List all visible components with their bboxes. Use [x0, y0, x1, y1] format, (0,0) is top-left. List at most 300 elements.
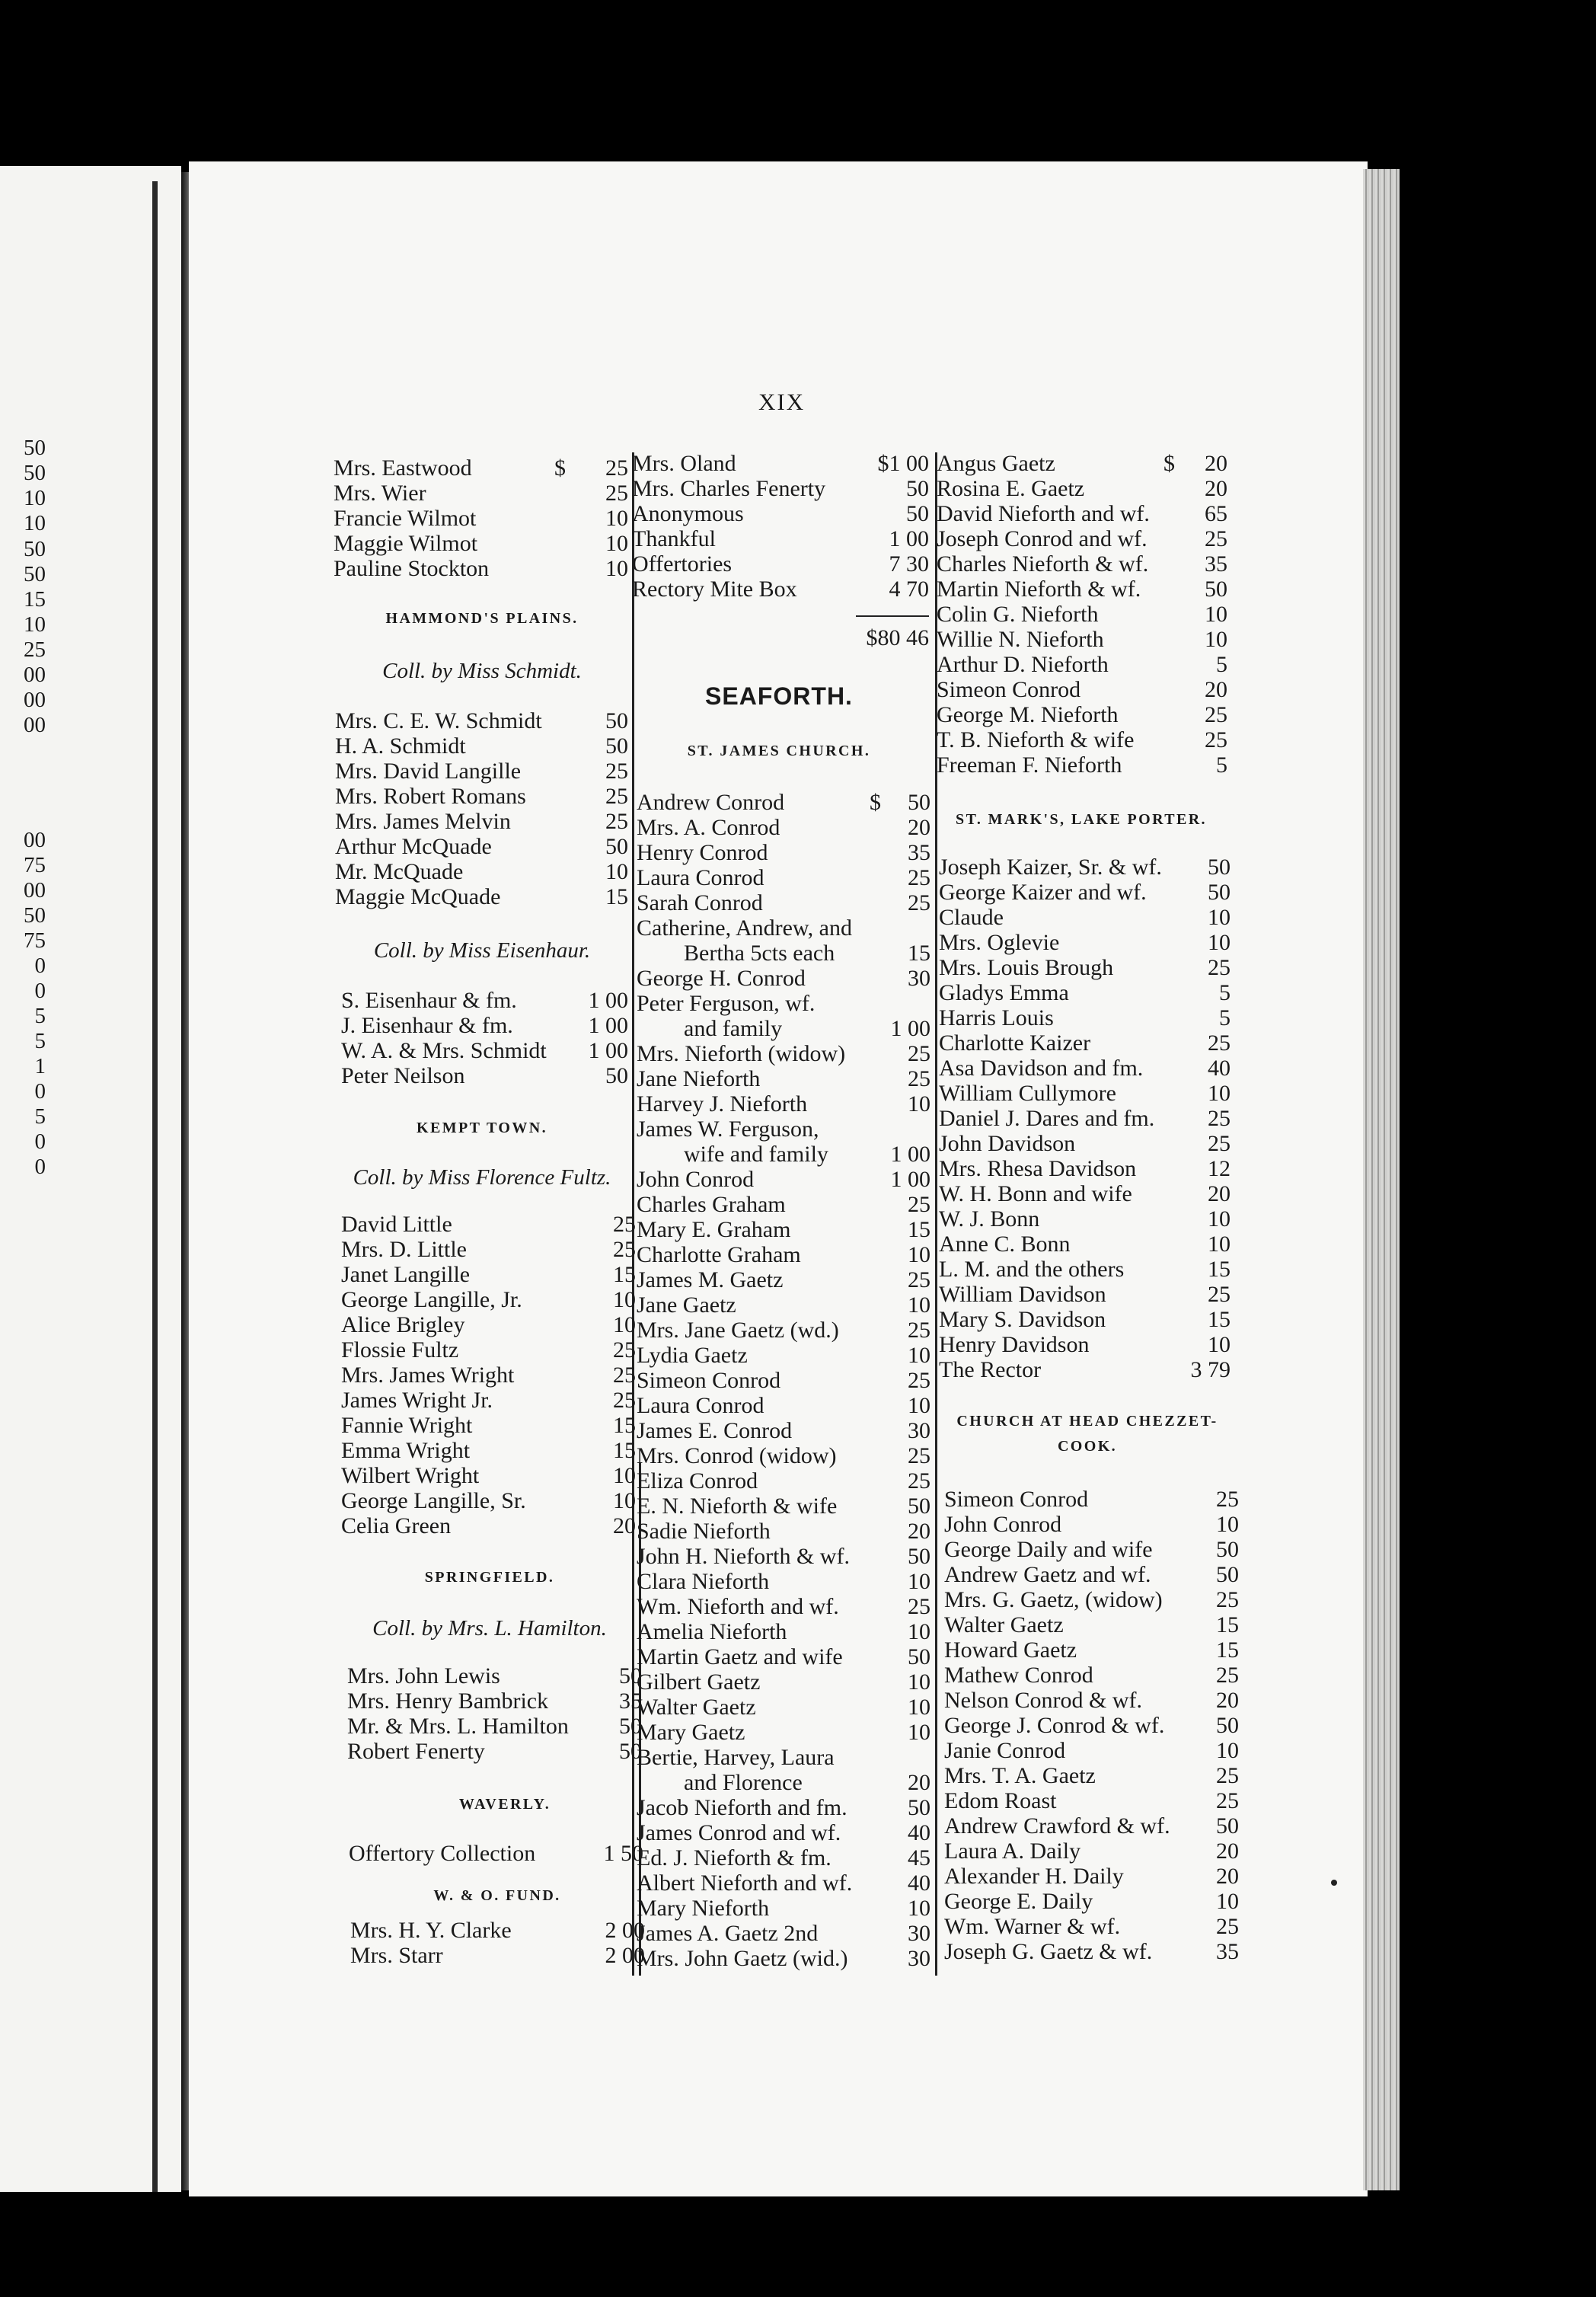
- entry-amount: 10: [908, 1242, 930, 1267]
- entry-line: [939, 980, 1231, 1005]
- entry-line: [637, 1820, 930, 1845]
- entry-line: [334, 455, 628, 481]
- entry-amount: 15: [908, 941, 930, 966]
- entry-name: Willie N. Nieforth: [937, 627, 1104, 652]
- entry-name: George H. Conrod: [637, 966, 806, 991]
- entry-name: Angus Gaetz: [937, 451, 1055, 476]
- entry-name: Flossie Fultz: [341, 1337, 459, 1363]
- entry-line: [341, 1312, 636, 1337]
- entry-name: Mrs. Charles Fenerty: [632, 476, 826, 501]
- left-page-amount: 25: [24, 637, 46, 662]
- entry-line: [637, 991, 930, 1016]
- entry-name: George J. Conrod & wf.: [944, 1713, 1165, 1738]
- entry-line: [334, 481, 628, 506]
- entry-name: James Conrod and wf.: [637, 1820, 841, 1845]
- entry-name: W. J. Bonn: [939, 1206, 1040, 1232]
- entry-name: T. B. Nieforth & wife: [937, 727, 1135, 752]
- entry-amount: 40: [908, 1820, 930, 1845]
- entry-line: [347, 1739, 642, 1764]
- entry-amount: 20: [1216, 1839, 1239, 1864]
- entry-line: [632, 501, 929, 526]
- entry-name: Mr. & Mrs. L. Hamilton: [347, 1714, 569, 1739]
- entry-amount: 10: [1208, 1206, 1231, 1232]
- entry-name: Wm. Warner & wf.: [944, 1914, 1121, 1939]
- entry-line: [944, 1763, 1239, 1788]
- entry-amount: 50: [908, 1544, 930, 1569]
- entry-line: [341, 1287, 636, 1312]
- entry-amount: 25: [908, 1267, 930, 1292]
- entry-name: W. H. Bonn and wife: [939, 1181, 1132, 1206]
- entry-amount: 15: [1208, 1307, 1231, 1332]
- entry-amount: 50: [1205, 577, 1227, 602]
- entry-line: [637, 1795, 930, 1820]
- entry-name: Emma Wright: [341, 1438, 471, 1463]
- entry-name: Mrs. Jane Gaetz (wd.): [637, 1318, 839, 1343]
- entry-line: [637, 941, 930, 966]
- entry-name: James W. Ferguson,: [637, 1117, 819, 1142]
- section-heading: CHURCH AT HEAD CHEZZET-: [956, 1413, 1218, 1430]
- entry-line: [335, 733, 628, 759]
- currency-sign: $: [554, 455, 566, 481]
- entry-name: Laura A. Daily: [944, 1839, 1081, 1864]
- entry-amount: $1 00: [877, 451, 929, 476]
- entry-line: [637, 1946, 930, 1971]
- section-heading: WAVERLY.: [458, 1796, 551, 1813]
- entry-line: [637, 915, 930, 941]
- left-page-amount: 00: [24, 688, 46, 712]
- entry-amount: 20: [1205, 476, 1227, 501]
- entry-line: [334, 556, 628, 581]
- entry-line: [637, 1494, 930, 1519]
- entry-name: Mrs. A. Conrod: [637, 815, 780, 840]
- entry-amount: 10: [908, 1720, 930, 1745]
- entry-amount: 1 00: [890, 1142, 930, 1167]
- entry-line: [939, 1106, 1231, 1131]
- left-page-amount: 0: [34, 954, 46, 978]
- entry-line: [939, 955, 1231, 980]
- entry-amount: 45: [908, 1845, 930, 1871]
- left-page-amount: 50: [24, 903, 46, 928]
- entry-line: [335, 708, 628, 733]
- entry-amount: 30: [908, 1921, 930, 1946]
- entry-amount: 25: [613, 1237, 636, 1262]
- entry-name: George Langille, Sr.: [341, 1488, 526, 1513]
- entry-name: Laura Conrod: [637, 865, 764, 890]
- section-heading: COOK.: [1057, 1438, 1118, 1455]
- entry-line: [637, 1720, 930, 1745]
- entry-line: [637, 1544, 930, 1569]
- entry-amount: 5: [1216, 752, 1227, 778]
- page-edge-stack: [1363, 169, 1400, 2190]
- entry-line: [637, 1393, 930, 1418]
- entry-line: [937, 551, 1227, 577]
- entry-amount: 10: [613, 1312, 636, 1337]
- entry-line: [350, 1918, 645, 1943]
- entry-line: [939, 1232, 1231, 1257]
- entry-name: Peter Neilson: [341, 1063, 465, 1088]
- entry-line: [341, 1262, 636, 1287]
- entry-amount: 15: [1216, 1637, 1239, 1663]
- entry-amount: 2 00: [605, 1918, 645, 1943]
- entry-name: Freeman F. Nieforth: [937, 752, 1122, 778]
- entry-amount: 50: [1216, 1713, 1239, 1738]
- entry-amount: 10: [908, 1896, 930, 1921]
- entry-line: [944, 1663, 1239, 1688]
- entry-name: Arthur D. Nieforth: [937, 652, 1109, 677]
- entry-amount: 20: [1216, 1688, 1239, 1713]
- entry-name: Mrs. Henry Bambrick: [347, 1688, 549, 1714]
- entry-name: Harvey J. Nieforth: [637, 1091, 808, 1117]
- entry-name: Mrs. C. E. W. Schmidt: [335, 708, 542, 733]
- entry-line: [341, 1463, 636, 1488]
- entry-name: George Langille, Jr.: [341, 1287, 522, 1312]
- entry-amount: 25: [908, 1468, 930, 1494]
- entry-line: [347, 1714, 642, 1739]
- entry-name: Joseph G. Gaetz & wf.: [944, 1939, 1153, 1964]
- entry-name: Mrs. David Langille: [335, 759, 522, 784]
- entry-name: Wm. Nieforth and wf.: [637, 1594, 839, 1619]
- entry-name: Mary Nieforth: [637, 1896, 770, 1921]
- entry-name: Maggie Wilmot: [334, 531, 478, 556]
- left-page-amount: 10: [24, 612, 46, 637]
- entry-name: Simeon Conrod: [637, 1368, 781, 1393]
- entry-name: Joseph Kaizer, Sr. & wf.: [939, 855, 1162, 880]
- entry-name: Mary Gaetz: [637, 1720, 745, 1745]
- entry-name: John Conrod: [944, 1512, 1062, 1537]
- entry-line: [937, 702, 1227, 727]
- entry-name: James Wright Jr.: [341, 1388, 493, 1413]
- entry-name: Mrs. Oland: [632, 451, 736, 476]
- entry-name: E. N. Nieforth & wife: [637, 1494, 838, 1519]
- entry-amount: 1 00: [588, 1038, 628, 1063]
- entry-line: [937, 727, 1227, 752]
- entry-name: Pauline Stockton: [334, 556, 490, 581]
- entry-amount: 50: [908, 1795, 930, 1820]
- entry-amount: 25: [908, 1443, 930, 1468]
- entry-line: [937, 451, 1227, 476]
- entry-name: Arthur McQuade: [335, 834, 492, 859]
- entry-line: [341, 1013, 628, 1038]
- entry-amount: 25: [605, 455, 628, 481]
- entry-name: Maggie McQuade: [335, 884, 501, 909]
- entry-line: [944, 1612, 1239, 1637]
- entry-name: Lydia Gaetz: [637, 1343, 748, 1368]
- entry-name: Mrs. Louis Brough: [939, 955, 1114, 980]
- entry-amount: 12: [1208, 1156, 1231, 1181]
- entry-name: Walter Gaetz: [944, 1612, 1064, 1637]
- entry-amount: 1 00: [890, 1016, 930, 1041]
- entry-name: Laura Conrod: [637, 1393, 764, 1418]
- entry-line: [944, 1587, 1239, 1612]
- entry-line: [939, 855, 1231, 880]
- entry-amount: 15: [1216, 1612, 1239, 1637]
- entry-amount: 25: [1208, 1282, 1231, 1307]
- entry-amount: 20: [613, 1513, 636, 1538]
- entry-line: [637, 1871, 930, 1896]
- entry-amount: 10: [908, 1569, 930, 1594]
- entry-name: Joseph Conrod and wf.: [937, 526, 1148, 551]
- entry-amount: 30: [908, 966, 930, 991]
- entry-amount: 20: [1216, 1864, 1239, 1889]
- entry-line: [944, 1738, 1239, 1763]
- entry-line: [637, 1041, 930, 1066]
- entry-line: [335, 784, 628, 809]
- entry-amount: 10: [1208, 905, 1231, 930]
- entry-line: [939, 1081, 1231, 1106]
- entry-amount: 10: [908, 1292, 930, 1318]
- entry-amount: 25: [1216, 1788, 1239, 1813]
- entry-line: [637, 1745, 930, 1770]
- entry-name: Mrs. Eastwood: [334, 455, 472, 481]
- currency-sign: $: [1163, 451, 1175, 476]
- entry-name: Ed. J. Nieforth & fm.: [637, 1845, 832, 1871]
- entry-amount: 25: [613, 1337, 636, 1363]
- entry-amount: 20: [1205, 451, 1227, 476]
- entry-line: [944, 1788, 1239, 1813]
- entry-amount: 15: [613, 1438, 636, 1463]
- entry-amount: 50: [605, 834, 628, 859]
- left-page-amount: 00: [24, 663, 46, 687]
- entry-amount: 35: [1205, 551, 1227, 577]
- entry-name: James A. Gaetz 2nd: [637, 1921, 819, 1946]
- entry-line: [341, 1363, 636, 1388]
- entry-amount: 25: [1216, 1763, 1239, 1788]
- collector-line: Coll. by Miss Schmidt.: [382, 659, 582, 683]
- left-page-amount: 00: [24, 713, 46, 737]
- entry-line: [637, 1921, 930, 1946]
- entry-name: Francie Wilmot: [334, 506, 477, 531]
- entry-line: [944, 1637, 1239, 1663]
- entry-amount: 65: [1205, 501, 1227, 526]
- entry-name: Celia Green: [341, 1513, 452, 1538]
- entry-amount: 20: [1205, 677, 1227, 702]
- entry-line: [939, 880, 1231, 905]
- entry-name: Howard Gaetz: [944, 1637, 1077, 1663]
- entry-name: Offertory Collection: [349, 1841, 536, 1866]
- entry-amount: 50: [1208, 880, 1231, 905]
- entry-amount: 10: [1208, 1081, 1231, 1106]
- entry-name: Mrs. T. A. Gaetz: [944, 1763, 1096, 1788]
- entry-line: [637, 1845, 930, 1871]
- entry-amount: 4 70: [889, 577, 929, 602]
- entry-line: [937, 602, 1227, 627]
- entry-line: [944, 1889, 1239, 1914]
- entry-line: [939, 1307, 1231, 1332]
- entry-line: [349, 1841, 643, 1866]
- entry-name: Janet Langille: [341, 1262, 471, 1287]
- entry-line: [944, 1939, 1239, 1964]
- entry-line: [944, 1713, 1239, 1738]
- entry-line: [637, 1217, 930, 1242]
- entry-line: [939, 1005, 1231, 1030]
- entry-name: George Daily and wife: [944, 1537, 1153, 1562]
- entry-amount: 15: [908, 1217, 930, 1242]
- entry-name: Charlotte Kaizer: [939, 1030, 1091, 1056]
- entry-name: Mrs. Oglevie: [939, 930, 1060, 955]
- entry-name: J. Eisenhaur & fm.: [341, 1013, 513, 1038]
- entry-amount: 10: [1216, 1889, 1239, 1914]
- entry-line: [937, 476, 1227, 501]
- entry-line: [637, 815, 930, 840]
- entry-amount: 25: [908, 1041, 930, 1066]
- entry-amount: 30: [908, 1418, 930, 1443]
- total-amount: $80 46: [866, 625, 929, 650]
- entry-name: Mrs. Nieforth (widow): [637, 1041, 846, 1066]
- margin-mark: [1331, 1880, 1337, 1886]
- entry-line: [637, 1117, 930, 1142]
- entry-amount: 50: [605, 733, 628, 759]
- entry-name: Nelson Conrod & wf.: [944, 1688, 1142, 1713]
- entry-name: Fannie Wright: [341, 1413, 473, 1438]
- entry-amount: 10: [908, 1669, 930, 1695]
- entry-name: James M. Gaetz: [637, 1267, 784, 1292]
- section-title: SEAFORTH.: [705, 682, 853, 710]
- entry-line: [944, 1688, 1239, 1713]
- section-heading: HAMMOND'S PLAINS.: [385, 610, 579, 627]
- entry-line: [341, 1438, 636, 1463]
- left-page-amount: 10: [24, 486, 46, 510]
- entry-amount: 10: [613, 1463, 636, 1488]
- entry-amount: 25: [605, 481, 628, 506]
- entry-line: [335, 809, 628, 834]
- entry-name: Gilbert Gaetz: [637, 1669, 761, 1695]
- left-page-amount: 15: [24, 587, 46, 612]
- entry-line: [637, 1292, 930, 1318]
- entry-line: [637, 1669, 930, 1695]
- entry-name: Wilbert Wright: [341, 1463, 480, 1488]
- total-rule: [856, 615, 929, 617]
- entry-line: [637, 1167, 930, 1192]
- entry-name: Rectory Mite Box: [632, 577, 797, 602]
- entry-name: Mrs. Starr: [350, 1943, 443, 1968]
- entry-line: [937, 627, 1227, 652]
- entry-line: [939, 1131, 1231, 1156]
- entry-amount: 50: [906, 476, 929, 501]
- entry-name: Peter Ferguson, wf.: [637, 991, 816, 1016]
- entry-line: [637, 1695, 930, 1720]
- entry-amount: 10: [1208, 1232, 1231, 1257]
- entry-line: [637, 966, 930, 991]
- entry-name: Harris Louis: [939, 1005, 1054, 1030]
- left-page-amount: 0: [34, 1129, 46, 1154]
- section-heading: KEMPT TOWN.: [417, 1120, 547, 1136]
- entry-line: [341, 1413, 636, 1438]
- entry-amount: 25: [1216, 1663, 1239, 1688]
- entry-amount: 30: [908, 1946, 930, 1971]
- entry-amount: 25: [613, 1363, 636, 1388]
- entry-line: [944, 1562, 1239, 1587]
- entry-name: Asa Davidson and fm.: [939, 1056, 1144, 1081]
- entry-line: [939, 1181, 1231, 1206]
- entry-amount: 35: [1216, 1939, 1239, 1964]
- entry-amount: 25: [908, 890, 930, 915]
- entry-amount: 25: [613, 1212, 636, 1237]
- entry-line: [335, 759, 628, 784]
- entry-name: Mrs. Rhesa Davidson: [939, 1156, 1137, 1181]
- entry-name: and family: [684, 1016, 783, 1041]
- entry-name: Gladys Emma: [939, 980, 1069, 1005]
- entry-amount: 10: [908, 1695, 930, 1720]
- entry-name: Martin Nieforth & wf.: [937, 577, 1141, 602]
- left-page-amount: 00: [24, 878, 46, 903]
- entry-name: Henry Conrod: [637, 840, 768, 865]
- entry-line: [632, 551, 929, 577]
- entry-line: [341, 1212, 636, 1237]
- entry-amount: 25: [605, 809, 628, 834]
- entry-amount: 10: [605, 506, 628, 531]
- entry-line: [637, 1443, 930, 1468]
- left-page-amount: 75: [24, 928, 46, 953]
- entry-name: Mrs. James Melvin: [335, 809, 511, 834]
- entry-name: Mrs. James Wright: [341, 1363, 515, 1388]
- entry-amount: 5: [1216, 652, 1227, 677]
- entry-amount: 1 00: [889, 526, 929, 551]
- entry-name: Mrs. H. Y. Clarke: [350, 1918, 512, 1943]
- entry-amount: 25: [1216, 1914, 1239, 1939]
- entry-amount: 50: [1208, 855, 1231, 880]
- entry-line: [637, 1519, 930, 1544]
- entry-amount: 20: [908, 1519, 930, 1544]
- entry-amount: 1 50: [603, 1841, 643, 1866]
- entry-amount: 35: [908, 840, 930, 865]
- entry-name: Janie Conrod: [944, 1738, 1066, 1763]
- collector-line: Coll. by Mrs. L. Hamilton.: [372, 1616, 607, 1640]
- entry-name: John Davidson: [939, 1131, 1076, 1156]
- entry-line: [637, 790, 930, 815]
- entry-line: [637, 1318, 930, 1343]
- entry-name: wife and family: [684, 1142, 828, 1167]
- entry-name: Alexander H. Daily: [944, 1864, 1124, 1889]
- left-page-amount: 0: [34, 979, 46, 1003]
- entry-amount: 10: [908, 1393, 930, 1418]
- left-page-amount: 00: [24, 828, 46, 852]
- entry-name: Charles Graham: [637, 1192, 786, 1217]
- entry-name: Mathew Conrod: [944, 1663, 1093, 1688]
- entry-name: Amelia Nieforth: [637, 1619, 787, 1644]
- entry-line: [637, 1594, 930, 1619]
- entry-amount: 25: [908, 1066, 930, 1091]
- entry-amount: 25: [1208, 1131, 1231, 1156]
- left-page-amount: 1: [34, 1054, 46, 1078]
- left-page-amount: 50: [24, 436, 46, 460]
- entry-name: Simeon Conrod: [944, 1487, 1089, 1512]
- entry-line: [944, 1813, 1239, 1839]
- entry-name: Edom Roast: [944, 1788, 1057, 1813]
- entry-line: [944, 1914, 1239, 1939]
- section-heading: W. & O. FUND.: [433, 1887, 561, 1904]
- entry-line: [335, 859, 628, 884]
- entry-amount: 50: [619, 1739, 642, 1764]
- entry-name: Andrew Crawford & wf.: [944, 1813, 1170, 1839]
- entry-line: [334, 506, 628, 531]
- left-page-amount: 50: [24, 537, 46, 561]
- entry-line: [944, 1537, 1239, 1562]
- entry-line: [637, 1418, 930, 1443]
- left-page-amount: 5: [34, 1104, 46, 1129]
- entry-name: Eliza Conrod: [637, 1468, 758, 1494]
- entry-amount: 50: [908, 1494, 930, 1519]
- entry-amount: 5: [1219, 980, 1231, 1005]
- entry-amount: 1 00: [588, 1013, 628, 1038]
- entry-amount: 10: [908, 1343, 930, 1368]
- entry-line: [939, 1282, 1231, 1307]
- entry-amount: 25: [908, 1368, 930, 1393]
- entry-name: Andrew Gaetz and wf.: [944, 1562, 1151, 1587]
- entry-name: Alice Brigley: [341, 1312, 465, 1337]
- entry-line: [939, 930, 1231, 955]
- entry-name: W. A. & Mrs. Schmidt: [341, 1038, 547, 1063]
- entry-amount: 15: [613, 1413, 636, 1438]
